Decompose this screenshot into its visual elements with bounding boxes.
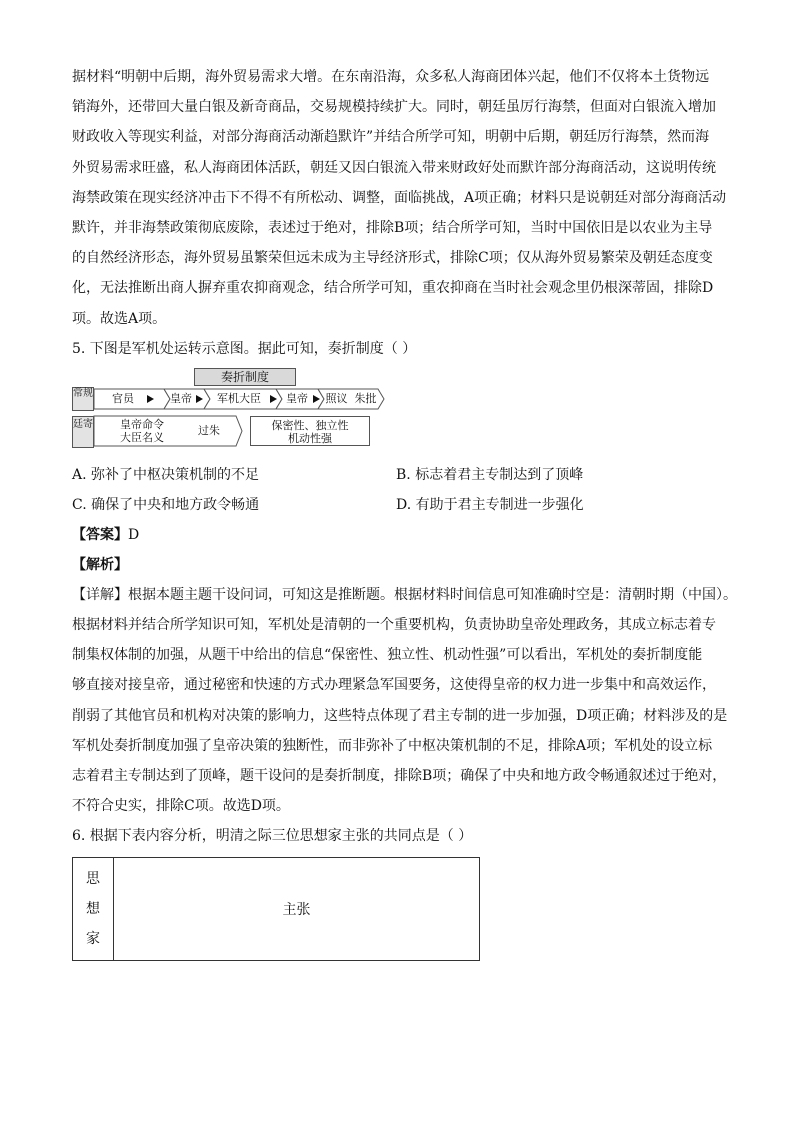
table-header-proposition: 主张	[114, 858, 480, 961]
header-char: 思	[86, 871, 100, 888]
text-line: 海禁政策在现实经济冲击下不得不有所松动、调整，面临挑战，A项正确；材料只是说朝廷对部分海商活动	[72, 189, 727, 206]
answer-line	[72, 520, 722, 550]
answer-label: 【答案】	[72, 526, 128, 543]
tingji-box-text	[102, 418, 182, 444]
q5-detail-paragraph	[72, 580, 737, 822]
text-line: 外贸易需求旺盛，私人海商团体活跃，朝廷又因白银流入带来财政好处而默许部分海商活动，这说明传统	[72, 159, 716, 176]
option-a: A. 弥补了中枢决策机制的不足	[72, 466, 260, 483]
text-line: 不符合史实，排除C项。故选D项。	[72, 798, 290, 815]
text-line: 据材料“明朝中后期，海外贸易需求大增。在东南沿海，众多私人海商团体兴起，他们不仅将本土货物远	[72, 69, 710, 85]
question-5-stem: 5. 下图是军机处运转示意图。据此可知，奏折制度（ ）	[72, 340, 417, 357]
option-c: C. 确保了中央和地方政令畅通	[72, 496, 260, 513]
step-endorse: 照议 朱批	[325, 391, 377, 405]
tingji-features-box	[250, 416, 370, 446]
q4-analysis-paragraph	[72, 62, 727, 334]
text-line: 项。故选A项。	[72, 310, 167, 327]
option-b: B. 标志着君主专制达到了顶峰	[396, 466, 584, 483]
junjichu-diagram	[72, 368, 402, 454]
diagram-title: 奏折制度	[194, 368, 296, 386]
step-emperor-2: 皇帝	[286, 391, 308, 405]
tingji-line-2: 大臣名义	[120, 430, 164, 444]
text-line: 财政收入等现实利益，对部分海商活动渐趋默许”并结合所学可知，明朝中后期，朝廷厉行海禁，然而海	[72, 129, 710, 146]
text-line: 削弱了其他官员和机构对决策的影响力，这些特点体现了君主专制的进一步加强，D项正确；材料涉及的是	[72, 707, 728, 724]
tingji-line-1: 皇帝命令	[120, 417, 164, 431]
analysis-label: 【解析】	[72, 556, 128, 573]
table-header-thinker	[73, 858, 114, 961]
header-char: 家	[86, 931, 100, 948]
answer-value: D	[128, 526, 140, 543]
text-line: 根据材料并结合所学知识可知，军机处是清朝的一个重要机构，负责协助皇帝处理政务，其成立标志着专	[72, 617, 716, 634]
row-label-regular	[72, 387, 94, 411]
text-line: 够直接对接皇帝，通过秘密和快速的方式办理紧急军国要务，这使得皇帝的权力进一步集中和高效运作，	[72, 677, 716, 694]
thinkers-table	[72, 857, 480, 961]
text-line: 制集权体制的加强，从题干中给出的信息“保密性、独立性、机动性强”可以看出，军机处的奏折制度能	[72, 647, 703, 664]
step-grand-minister: 军机大臣	[217, 391, 261, 405]
step-official: 官员	[112, 391, 134, 405]
text-line: 的自然经济形态，海外贸易虽繁荣但远未成为主导经济形式，排除C项；仅从海外贸易繁荣及朝廷态度变	[72, 250, 713, 267]
detail-label: 【详解】	[72, 586, 128, 603]
table-row	[73, 858, 480, 961]
tingji-action: 过朱	[198, 423, 220, 437]
analysis-heading	[72, 550, 722, 580]
text-line: 化，无法推断出商人摒弃重农抑商观念，结合所学可知，重农抑商在当时社会观念里仍根深蒂固，排除D	[72, 280, 714, 297]
text-line	[72, 580, 737, 610]
row-label-regular-text: 常规	[73, 387, 93, 399]
detail-text: 根据本题主题干设问词，可知这是推断题。根据材料时间信息可知准确时空是：清朝时期（中国）。	[128, 586, 737, 603]
features-line-1: 保密性、独立性	[271, 418, 349, 432]
text-line: 军机处奏折制度加强了皇帝决策的独断性，而非弥补了中枢决策机制的不足，排除A项；军机处的设立标	[72, 737, 713, 754]
text-line: 默许，并非海禁政策彻底废除，表述过于绝对，排除B项；结合所学可知，当时中国依旧是以农业为主导	[72, 220, 713, 237]
question-6-stem: 6. 根据下表内容分析，明清之际三位思想家主张的共同点是（ ）	[72, 828, 473, 845]
row-label-tingji	[72, 416, 94, 448]
features-line-2: 机动性强	[288, 431, 332, 445]
header-char: 想	[86, 901, 100, 918]
option-d: D. 有助于君主专制进一步强化	[396, 496, 584, 513]
row-label-tingji-text: 廷寄	[73, 418, 93, 430]
document-page	[72, 62, 737, 961]
step-emperor-1: 皇帝	[170, 391, 192, 405]
text-line: 销海外，还带回大量白银及新奇商品，交易规模持续扩大。同时，朝廷虽厉行海禁，但面对白银流入增加	[72, 99, 716, 116]
text-line: 志着君主专制达到了顶峰，题干设问的是奏折制度，排除B项；确保了中央和地方政令畅通叙述过于绝对，	[72, 768, 727, 785]
question-5-options	[72, 460, 722, 520]
